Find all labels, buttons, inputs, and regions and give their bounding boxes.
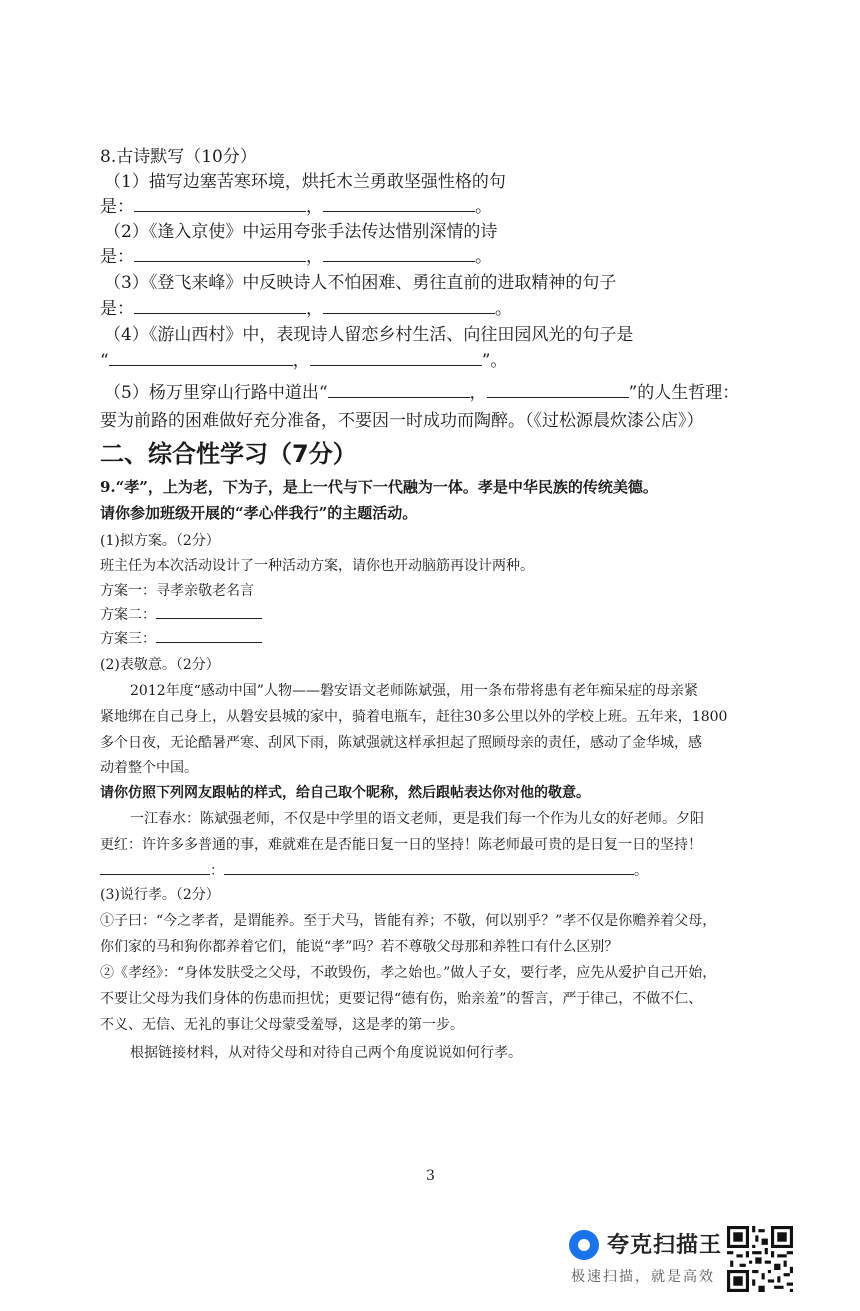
example-post-line-1: 一江春水：陈斌强老师，不仅是中学里的语文老师，更是我们每一个作为儿女的好老师。夕阳 <box>130 811 704 827</box>
story-line-2: 紧地绑在自己身上，从磐安县城的家中，骑着电瓶车，赶往30多公里以外的学校上班。五年来，1800 <box>100 709 728 725</box>
q8-part2-text: （2）《逢入京使》中运用夸张手法传达惜别深情的诗 <box>104 222 498 242</box>
answer-blank[interactable] <box>323 297 495 314</box>
story-line-4: 动着整个中国。 <box>100 760 198 776</box>
plan-three-blank[interactable] <box>156 628 262 643</box>
comma: ， <box>306 247 323 267</box>
answer-blank[interactable] <box>323 245 475 262</box>
q8-title: 8.古诗默写（10分） <box>100 147 257 167</box>
answer-blank[interactable] <box>134 195 306 212</box>
q9-part2-answer-line <box>100 860 648 880</box>
qr-code-icon <box>727 1226 793 1292</box>
q8-part3-text: （3）《登飞来峰》中反映诗人不怕困难、勇往直前的进取精神的句子 <box>104 273 617 293</box>
close-quote: ”。 <box>481 351 508 371</box>
period: 。 <box>495 299 512 319</box>
answer-prefix: 是： <box>100 299 134 319</box>
plan-two-label: 方案二： <box>100 607 156 623</box>
part5-prefix: （5）杨万里穿山行路中道出“ <box>104 383 328 403</box>
answer-blank[interactable] <box>487 381 629 398</box>
section-heading: 二、综合性学习（7分） <box>100 440 357 468</box>
q9-part1-title: (1)拟方案。（2分） <box>100 533 220 549</box>
answer-blank[interactable] <box>323 195 475 212</box>
q9-intro-line1: 9.“孝”，上为老，下为子，是上一代与下一代融为一体。孝是中华民族的传统美德。 <box>100 478 658 496</box>
plan-three-line <box>100 628 262 648</box>
q8-part4-text: （4）《游山西村》中，表现诗人留恋乡村生活、向往田园风光的句子是 <box>104 325 634 345</box>
quark-logo-icon <box>569 1230 599 1260</box>
material-2-line-1: ②《孝经》：“身体发肤受之父母，不敢毁伤，孝之始也。”做人子女，要行孝，应先从爱护自己开始， <box>100 965 717 981</box>
comma: ， <box>306 299 323 319</box>
comma: ， <box>306 197 323 217</box>
plan-one: 方案一：寻孝亲敬老名言 <box>100 583 254 599</box>
plan-three-label: 方案三： <box>100 631 156 647</box>
answer-blank[interactable] <box>310 349 482 366</box>
q9-part2-title: (2)表敬意。（2分） <box>100 657 220 673</box>
material-2-line-2: 不要让父母为我们身体的伤患而担忧；更要记得“德有伤，贻亲羞”的誓言，严于律己，不做不仁、 <box>100 991 703 1007</box>
comma: ， <box>292 351 310 371</box>
brand-slogan: 极速扫描，就是高效 <box>571 1269 715 1285</box>
answer-blank[interactable] <box>134 245 306 262</box>
material-1-line-2: 你们家的马和狗你都养着它们，能说“孝”吗？若不尊敬父母那和养牲口有什么区别？ <box>100 939 619 955</box>
q9-part1-desc: 班主任为本次活动设计了一种活动方案，请你也开动脑筋再设计两种。 <box>100 558 534 574</box>
part5-suffix: ”的人生哲理： <box>628 383 740 403</box>
example-post-line-2: 更红：许许多多普通的事，难就难在是否能日复一日的坚持！陈老师最可贵的是日复一日的坚持！ <box>100 837 702 853</box>
colon: ： <box>210 863 224 879</box>
q9-part2-instruction: 请你仿照下列网友跟帖的样式，给自己取个昵称，然后跟帖表达你对他的敬意。 <box>100 785 590 801</box>
q8-part2-answer-line <box>100 242 492 267</box>
story-line-3: 多个日夜，无论酷暑严寒、刮风下雨，陈斌强就这样承担起了照顾母亲的责任，感动了金华城，感 <box>100 735 702 751</box>
answer-blank[interactable] <box>328 381 470 398</box>
q8-part5-text-line2: 要为前路的困难做好充分准备，不要因一时成功而陶醉。（《过松源晨炊漆公店》） <box>100 411 704 431</box>
q9-part3-title: (3)说行孝。（2分） <box>100 887 220 903</box>
period: 。 <box>475 197 492 217</box>
material-2-line-3: 不义、无信、无礼的事让父母蒙受羞辱，这是孝的第一步。 <box>100 1017 464 1033</box>
material-1-line-1: ①子曰：“今之孝者，是谓能养。至于犬马，皆能有养；不敬，何以别乎？”孝不仅是你赡养着父母， <box>100 913 717 929</box>
period: 。 <box>634 863 648 879</box>
q9-part3-task: 根据链接材料，从对待父母和对待自己两个角度说说如何行孝。 <box>130 1045 522 1061</box>
q8-part5-line <box>104 378 739 403</box>
plan-two-blank[interactable] <box>156 604 262 619</box>
q8-part3-answer-line <box>100 294 512 319</box>
answer-blank[interactable] <box>134 297 306 314</box>
q8-part1-text: （1）描写边塞苦寒环境，烘托木兰勇敢坚强性格的句 <box>104 172 506 192</box>
post-blank[interactable] <box>224 860 634 875</box>
answer-prefix: 是： <box>100 197 134 217</box>
answer-prefix: 是： <box>100 247 134 267</box>
plan-two-line <box>100 604 262 624</box>
q9-intro-line2: 请你参加班级开展的“孝心伴我行”的主题活动。 <box>100 504 418 522</box>
open-quote: “ <box>100 351 109 371</box>
q8-part4-answer-line <box>100 346 507 371</box>
period: 。 <box>475 247 492 267</box>
comma: ， <box>469 383 487 403</box>
answer-blank[interactable] <box>109 349 293 366</box>
nickname-blank[interactable] <box>100 860 210 875</box>
q8-part1-answer-line <box>100 192 492 217</box>
page-number: 3 <box>426 1168 435 1184</box>
brand-name: 夸克扫描王 <box>607 1233 723 1258</box>
scanner-watermark <box>565 1222 795 1300</box>
story-line-1: 2012年度“感动中国”人物——磐安语文老师陈斌强，用一条布带将患有老年痴呆症的母亲紧 <box>130 683 698 699</box>
